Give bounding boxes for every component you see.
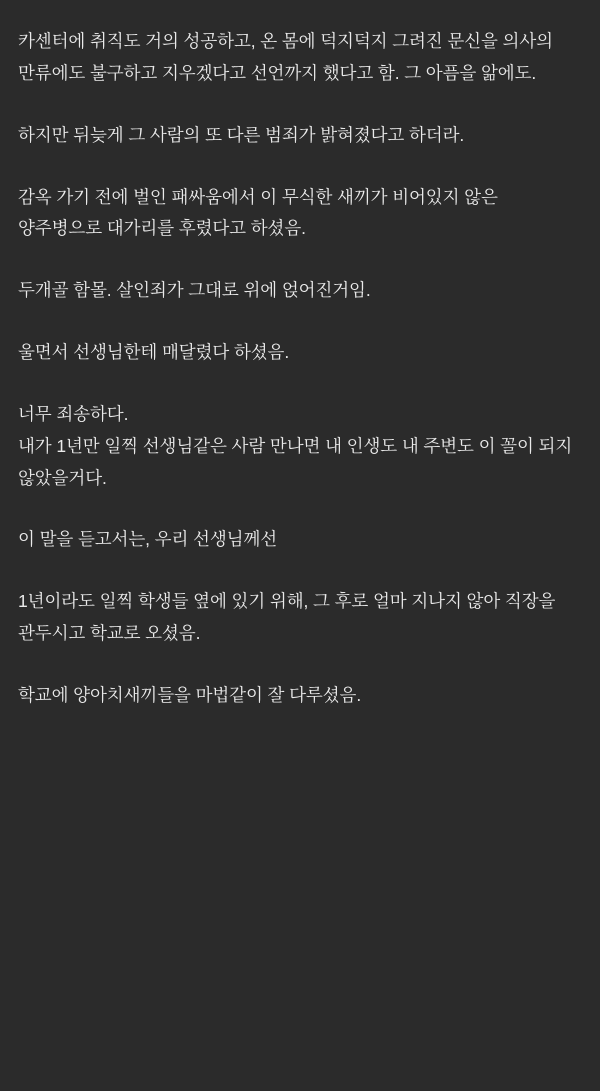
paragraph-gap: [18, 556, 582, 586]
paragraph-2: 하지만 뒤늦게 그 사람의 또 다른 범죄가 밝혀졌다고 하더라.: [18, 124, 465, 145]
paragraph-gap: [18, 369, 582, 399]
paragraph-gap: [18, 307, 582, 337]
paragraph-7: 내가 1년만 일찍 선생님같은 사람 만나면 내 인생도 내 주변도 이 꼴이 되지 않았을거다.: [18, 435, 577, 488]
paragraph-1: 카센터에 취직도 거의 성공하고, 온 몸에 덕지덕지 그려진 문신을 의사의 만류에도 불구하고 지우겠다고 선언까지 했다고 함. 그 아픔을 앎에도.: [18, 31, 558, 83]
paragraph-10: 학교에 양아치새끼들을 마법같이 잘 다루셨음.: [18, 684, 362, 705]
paragraph-6: 너무 죄송하다.: [18, 403, 129, 424]
paragraph-8: 이 말을 듣고서는, 우리 선생님께선: [18, 529, 278, 550]
paragraph-gap: [18, 650, 582, 680]
paragraph-gap: [18, 494, 582, 524]
paragraph-gap: [18, 245, 582, 275]
paragraph-5: 울면서 선생님한테 매달렸다 하셨음.: [18, 342, 290, 363]
paragraph-9: 1년이라도 일찍 학생들 옆에 있기 위해, 그 후로 얼마 지나지 않아 직장을 관두시고 학교로 오셨음.: [18, 591, 561, 644]
paragraph-gap: [18, 152, 582, 182]
paragraph-3: 감옥 가기 전에 벌인 패싸움에서 이 무식한 새끼가 비어있지 않은 양주병으로 대가리를 후렸다고 하셨음.: [18, 186, 503, 239]
paragraph-gap: [18, 90, 582, 120]
paragraph-4: 두개골 함몰. 살인죄가 그대로 위에 얹어진거임.: [18, 280, 371, 301]
